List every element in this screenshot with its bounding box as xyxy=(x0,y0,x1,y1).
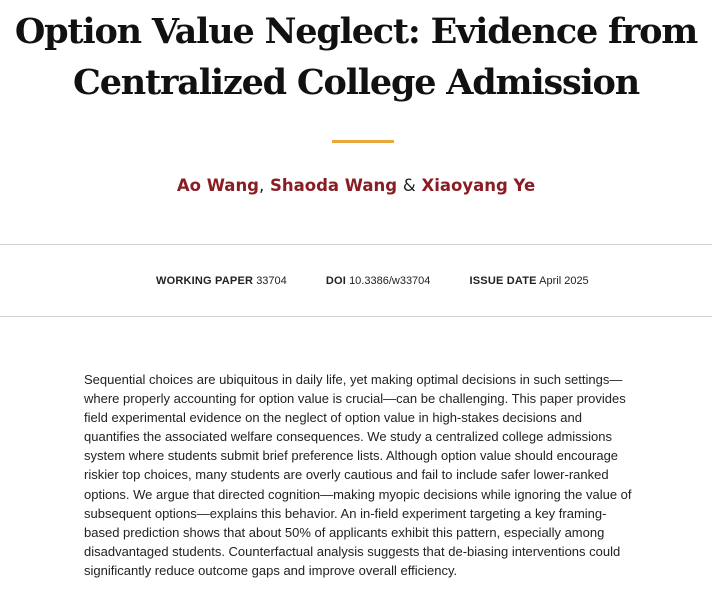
paper-metadata-bar xyxy=(156,275,589,287)
doi-value[interactable]: 10.3386/w33704 xyxy=(349,275,431,287)
author-link-xiaoyang-ye[interactable]: Xiaoyang Ye xyxy=(421,176,536,195)
author-list xyxy=(0,176,712,195)
paper-title xyxy=(0,6,712,108)
doi-meta xyxy=(326,275,431,287)
author-link-ao-wang[interactable]: Ao Wang xyxy=(176,176,259,195)
issue-date-meta xyxy=(469,275,588,287)
author-link-shaoda-wang[interactable]: Shaoda Wang xyxy=(270,176,398,195)
author-separator: , xyxy=(259,176,265,195)
working-paper-label: WORKING PAPER xyxy=(156,275,254,287)
doi-label: DOI xyxy=(325,275,346,287)
paper-title-line-1: Option Value Neglect: Evidence from xyxy=(14,11,698,52)
working-paper-number: 33704 xyxy=(256,275,287,287)
abstract-text: Sequential choices are ubiquitous in daily life, yet making optimal decisions in such settings—where properly accounting for option value is crucial—can be challenging. This paper provides field experimental evidence on the neglect of option value in high-stakes decisions and quantifies the associated welfare consequences. We study a centralized college admissions system where students submit brief preference lists. Although option value should encourage riskier top choices, many students are overly cautious and fail to include safer lower-ranked options. We argue that directed cognition—making myopic decisions while ignoring the value of subsequent options—explains this behavior. An in-field experiment targeting a key framing-based prediction shows that about 50% of applicants exhibit this pattern, especially among disadvantaged students. Counterfactual analysis suggests that de-biasing interventions could significantly reduce outcome gaps and improve overall efficiency. xyxy=(84,372,632,578)
author-conjunction: & xyxy=(402,176,416,195)
paper-title-line-2: Centralized College Admission xyxy=(73,62,639,103)
working-paper-meta xyxy=(156,275,287,287)
title-accent-rule xyxy=(332,140,394,143)
issue-date-value: April 2025 xyxy=(539,275,589,287)
issue-date-label: ISSUE DATE xyxy=(469,275,537,287)
divider-bottom xyxy=(0,316,712,317)
divider-top xyxy=(0,244,712,245)
